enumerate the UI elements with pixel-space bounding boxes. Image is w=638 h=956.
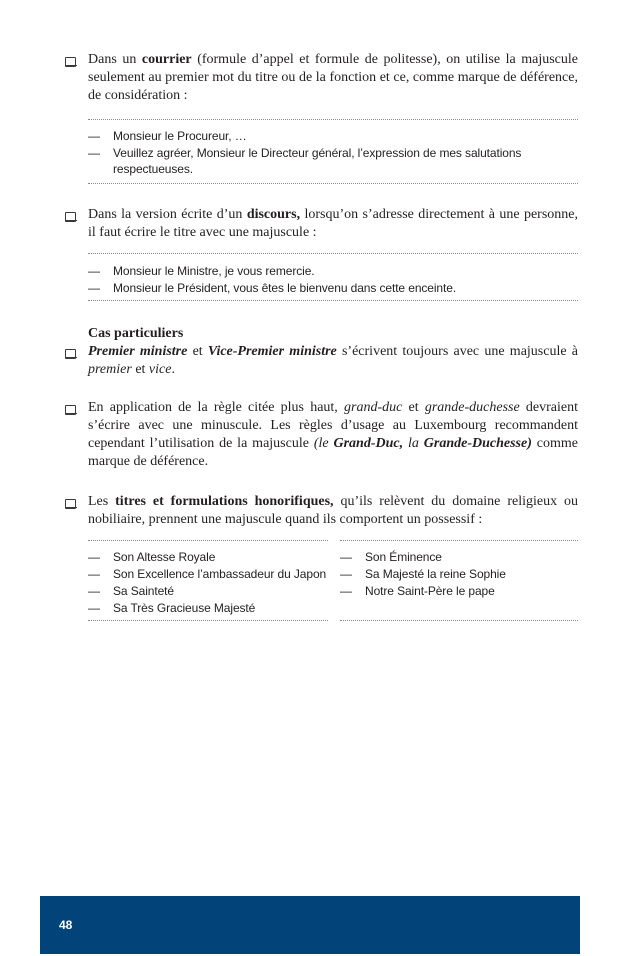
- paragraph-discours: Dans la version écrite d’un discours, lorsqu’on s’adresse directement à une personne, il faut écrire le titre avec une majuscule :: [88, 207, 578, 240]
- dotted-divider: [340, 620, 578, 621]
- dotted-divider: [88, 540, 328, 541]
- page-footer-band: [40, 896, 580, 954]
- paragraph-premier-ministre: Premier ministre et Vice-Premier ministre s’écrivent toujours avec une majuscule à premier et vice.: [88, 344, 578, 377]
- paragraph-grand-duc: En application de la règle citée plus haut, grand-duc et grande-duchesse devraient s’écrire avec une minuscule. Les règles d’usage au Luxembourg recommandent cependant l’utilisation de la majuscule (le Grand-Duc, la Grande-Duchesse) comme marque de déférence.: [88, 400, 578, 469]
- paragraph-honorifiques: Les titres et formulations honorifiques, qu’ils relèvent du domaine religieux ou nobiliaire, prennent une majuscule quand ils comportent un possessif :: [88, 494, 578, 527]
- bullet-square-icon: [65, 349, 76, 359]
- bullet-square-icon: [65, 212, 76, 222]
- dotted-divider: [88, 119, 578, 120]
- dotted-divider: [88, 183, 578, 184]
- dotted-divider: [88, 620, 328, 621]
- bullet-square-icon: [65, 57, 76, 67]
- dotted-divider: [88, 253, 578, 254]
- paragraph-courrier: Dans un courrier (formule d’appel et formule de politesse), on utilise la majuscule seulement au premier mot du titre ou de la fonction et ce, comme marque de déférence, de considération :: [88, 52, 578, 103]
- dotted-divider: [88, 300, 578, 301]
- dotted-divider: [340, 540, 578, 541]
- bullet-square-icon: [65, 405, 76, 415]
- section-heading: Cas particuliers: [88, 326, 184, 341]
- page-number: 48: [59, 918, 73, 932]
- bullet-square-icon: [65, 499, 76, 509]
